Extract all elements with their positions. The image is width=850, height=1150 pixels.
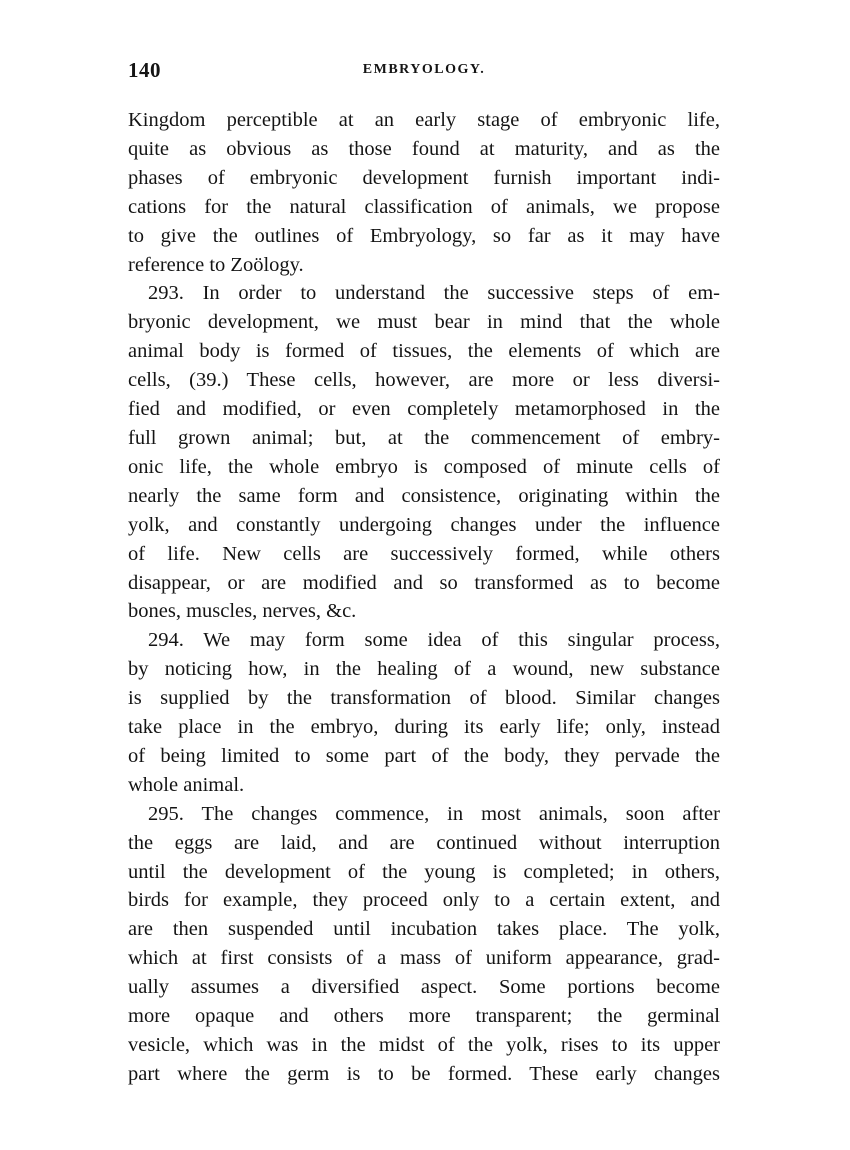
paragraph-295 bbox=[128, 800, 720, 1089]
text-line-first bbox=[128, 800, 720, 829]
text-line: the eggs are laid, and are continued without interruption bbox=[128, 831, 720, 854]
text-line: reference to Zoölogy. bbox=[128, 253, 304, 276]
text-line: which at first consists of a mass of uniform appearance, grad- bbox=[128, 947, 720, 970]
text-line: are then suspended until incubation takes place. The yolk, bbox=[128, 918, 720, 941]
text-line: by noticing how, in the healing of a wound, new substance bbox=[128, 658, 720, 681]
text-line: fied and modified, or even completely metamorphosed in the bbox=[128, 398, 720, 421]
text-line: vesicle, which was in the midst of the yolk, rises to its upper bbox=[128, 1034, 720, 1056]
text-line: full grown animal; but, at the commencement of embry- bbox=[128, 426, 720, 449]
paragraph-number: 295. bbox=[148, 802, 184, 825]
text-line: ually assumes a diversified aspect. Some portions become bbox=[128, 976, 720, 999]
text-line: until the development of the young is completed; in others, bbox=[128, 860, 720, 883]
text-line: Kingdom perceptible at an early stage of embryonic life, bbox=[128, 109, 720, 131]
running-title: EMBRYOLOGY. bbox=[362, 62, 486, 77]
text-line: of life. New cells are successively formed, while others bbox=[128, 542, 720, 565]
paragraph-number: 294. bbox=[148, 629, 184, 652]
paragraph-293 bbox=[128, 279, 720, 626]
text-line: part where the germ is to be formed. These early changes bbox=[128, 1062, 720, 1085]
paragraph-294 bbox=[128, 626, 720, 799]
text-line: quite as obvious as those found at maturity, and as the bbox=[128, 137, 720, 160]
text-line-first bbox=[128, 279, 720, 308]
text-line: of being limited to some part of the body, they pervade the bbox=[128, 744, 720, 767]
book-page bbox=[128, 58, 720, 1089]
text-line: phases of embryonic development furnish important indi- bbox=[128, 166, 720, 189]
text-line: more opaque and others more transparent; the germinal bbox=[128, 1005, 720, 1028]
text-line: cations for the natural classification of animals, we propose bbox=[128, 195, 720, 218]
text-line: The changes commence, in most animals, soon after bbox=[201, 802, 720, 825]
paragraph-number: 293. bbox=[148, 282, 184, 305]
text-line: disappear, or are modified and so transformed as to become bbox=[128, 571, 720, 594]
text-line: bones, muscles, nerves, &c. bbox=[128, 600, 357, 623]
text-line: whole animal. bbox=[128, 773, 245, 796]
text-line-first bbox=[128, 626, 720, 655]
page-body bbox=[128, 106, 720, 1089]
text-line: onic life, the whole embryo is composed of minute cells of bbox=[128, 455, 720, 478]
text-line: is supplied by the transformation of blood. Similar changes bbox=[128, 687, 720, 710]
text-line: cells, (39.) These cells, however, are more or less diversi- bbox=[128, 369, 720, 392]
text-line: In order to understand the successive steps of em- bbox=[202, 282, 720, 305]
text-line: yolk, and constantly undergoing changes under the influence bbox=[128, 513, 720, 536]
text-line: to give the outlines of Embryology, so far as it may have bbox=[128, 224, 720, 247]
text-line: nearly the same form and consistence, originating within the bbox=[128, 484, 720, 507]
paragraph-continuation bbox=[128, 106, 720, 279]
text-line: birds for example, they proceed only to a certain extent, and bbox=[128, 889, 720, 912]
page-header bbox=[128, 58, 720, 88]
page-number: 140 bbox=[128, 58, 161, 82]
text-line: take place in the embryo, during its early life; only, instead bbox=[128, 716, 720, 739]
text-line: animal body is formed of tissues, the elements of which are bbox=[128, 340, 720, 363]
text-line: We may form some idea of this singular process, bbox=[203, 629, 720, 652]
text-line: bryonic development, we must bear in mind that the whole bbox=[128, 311, 720, 334]
